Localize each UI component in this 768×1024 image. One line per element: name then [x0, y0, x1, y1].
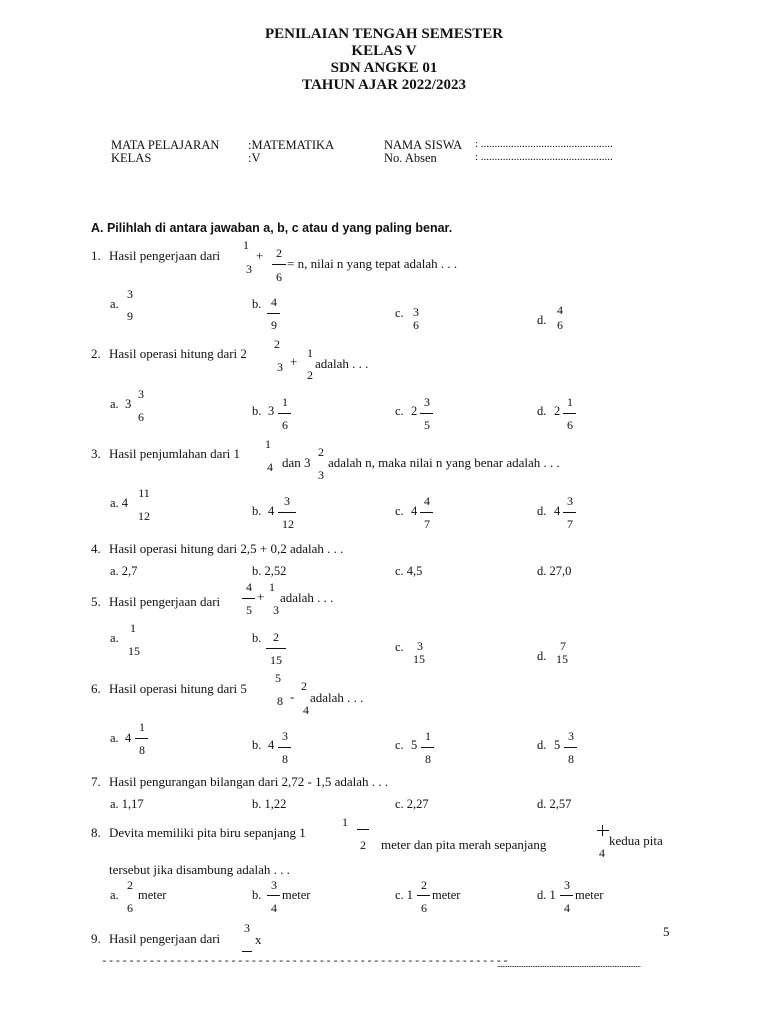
q6-option-a-label[interactable]: a. [110, 731, 119, 745]
attendance-field[interactable]: : ................................................ [475, 151, 613, 163]
header-line-1: PENILAIAN TENGAH SEMESTER [264, 26, 504, 42]
question-4-text: Hasil operasi hitung dari 2,5 + 0,2 adalah . . . [109, 541, 344, 556]
question-1-text: Hasil pengerjaan dari [109, 248, 221, 263]
q6-option-a-whole: 4 [125, 731, 132, 745]
q2-op: + [290, 354, 298, 369]
question-3-text: Hasil penjumlahan dari 1 [109, 446, 241, 461]
q5-option-a-den: 15 [128, 644, 140, 658]
header-line-4: TAHUN AJAR 2022/2023 [302, 77, 466, 93]
question-9-text: Hasil pengerjaan dari [109, 931, 221, 946]
q6-option-b-bar [278, 747, 291, 748]
q6-frac1-num: 5 [275, 671, 281, 685]
question-8-text-line-2: tersebut jika disambung adalah . . . [109, 862, 290, 877]
q6-option-a-den: 8 [139, 743, 145, 757]
q7-option-d[interactable]: d. 2,57 [537, 797, 572, 811]
q9-frac1-bar [242, 951, 252, 952]
subject-label: MATA PELAJARAN [111, 138, 220, 152]
question-7-number: 7. [91, 774, 101, 789]
q6-option-b-label[interactable]: b. [252, 738, 262, 752]
question-6-number: 6. [91, 681, 101, 696]
attendance-label: No. Absen [384, 151, 437, 165]
q6-frac2-num: 2 [301, 679, 307, 693]
student-name-field[interactable]: : ................................................ [475, 138, 613, 150]
q2-option-b-den: 6 [282, 418, 288, 432]
q6-option-b-num: 3 [282, 729, 288, 743]
q6-option-c-whole: 5 [411, 738, 418, 752]
q2-option-b-num: 1 [282, 395, 288, 409]
question-9-tail: x [255, 932, 262, 947]
question-1-tail: = n, nilai n yang tepat adalah . . . [287, 256, 458, 271]
q3-frac1-num: 1 [265, 437, 271, 451]
page-number: 5 [663, 924, 670, 939]
q8-frac2-den: 4 [599, 846, 605, 860]
q8-frac2-plus-vert [602, 825, 603, 836]
q3-option-b-num: 3 [284, 494, 290, 508]
q4-option-c[interactable]: c. 4,5 [395, 564, 423, 578]
q3-option-c-label[interactable]: c. [395, 504, 404, 518]
question-8-mid: meter dan pita merah sepanjang [381, 837, 547, 852]
q8-option-c-den: 6 [421, 901, 427, 915]
q6-option-c-label[interactable]: c. [395, 738, 404, 752]
q2-option-d-num: 1 [567, 395, 573, 409]
q3-option-b-whole: 4 [268, 504, 275, 518]
q2-option-c-bar [420, 413, 433, 414]
q8-option-a-num: 2 [127, 878, 133, 892]
section-a-instruction: A. Pilihlah di antara jawaban a, b, c atau d yang paling benar. [91, 221, 453, 235]
header-line-3: SDN ANGKE 01 [330, 60, 438, 76]
question-7-text: Hasil pengurangan bilangan dari 2,72 - 1,5 adalah . . . [109, 774, 389, 789]
q3-frac2-num: 2 [318, 445, 324, 459]
q6-option-d-label[interactable]: d. [537, 738, 547, 752]
q8-option-a-den: 6 [127, 901, 133, 915]
q5-op: + [257, 589, 265, 604]
q6-option-d-whole: 5 [554, 738, 561, 752]
q3-frac2-den: 3 [318, 468, 324, 482]
q8-option-a-label[interactable]: a. [110, 888, 119, 902]
question-5-number: 5. [91, 594, 101, 609]
q1-option-a-num: 3 [127, 287, 133, 301]
q5-frac1-bar [242, 598, 255, 599]
q2-frac2-den: 2 [307, 368, 313, 382]
q5-option-c-num: 3 [417, 639, 423, 653]
header-line-2: KELAS V [351, 43, 417, 59]
q3-option-a-label[interactable]: a. 4 [110, 496, 129, 510]
q6-option-b-whole: 4 [268, 738, 275, 752]
q1-option-b-num: 4 [271, 295, 277, 309]
q5-frac1-den: 5 [246, 603, 252, 617]
q5-option-a-num: 1 [130, 621, 136, 635]
question-3-tail: adalah n, maka nilai n yang benar adalah . . . [328, 455, 560, 470]
q1-option-a-den: 9 [127, 309, 133, 323]
q2-option-c-label[interactable]: c. [395, 404, 404, 418]
q1-option-d-den: 6 [557, 318, 563, 332]
q2-option-a-label[interactable]: a. [110, 397, 119, 411]
q2-option-d-whole: 2 [554, 404, 561, 418]
q4-option-b[interactable]: b. 2,52 [252, 564, 287, 578]
q8-option-b-num: 3 [271, 878, 277, 892]
question-8-number: 8. [91, 825, 101, 840]
student-name-label: NAMA SISWA [384, 138, 463, 152]
q4-option-a[interactable]: a. 2,7 [110, 564, 138, 578]
q8-option-d-unit: meter [575, 888, 604, 902]
question-2-tail: adalah . . . [315, 356, 369, 371]
q8-option-a-unit: meter [138, 888, 167, 902]
q5-frac2-den: 3 [273, 603, 279, 617]
q3-option-d-bar [563, 512, 576, 513]
q2-option-c-whole: 2 [411, 404, 418, 418]
q3-option-d-den: 7 [567, 517, 573, 531]
q2-option-a-whole: 3 [125, 397, 132, 411]
q3-option-d-whole: 4 [554, 504, 561, 518]
q3-op: dan 3 [282, 455, 311, 470]
question-1-number: 1. [91, 248, 101, 263]
q3-option-c-bar [420, 512, 433, 513]
q1-frac1-den: 3 [246, 262, 252, 276]
q1-frac2-bar [272, 264, 286, 265]
q3-option-c-den: 7 [424, 517, 430, 531]
q9-frac1-num: 3 [244, 921, 250, 935]
q2-option-c-den: 5 [424, 418, 430, 432]
q8-option-b-unit: meter [282, 888, 311, 902]
q2-option-c-num: 3 [424, 395, 430, 409]
q5-option-c-den: 15 [413, 652, 425, 666]
q2-option-d-den: 6 [567, 418, 573, 432]
q8-option-b-bar [267, 895, 280, 896]
q5-option-b-bar [266, 648, 286, 649]
q5-option-b-label[interactable]: b. [252, 631, 262, 645]
q2-option-b-whole: 3 [268, 404, 275, 418]
q5-option-b-num: 2 [273, 630, 279, 644]
q7-option-b[interactable]: b. 1,22 [252, 797, 287, 811]
q1-option-c-den: 6 [413, 318, 419, 332]
q8-frac1-bar [357, 829, 369, 830]
q2-option-d-bar [563, 413, 576, 414]
q6-option-d-den: 8 [568, 752, 574, 766]
question-6-tail: adalah . . . [310, 690, 364, 705]
q6-option-d-num: 3 [568, 729, 574, 743]
class-value: :V [248, 151, 261, 165]
q8-option-c-label[interactable]: c. 1 [395, 888, 414, 902]
question-9-number: 9. [91, 931, 101, 946]
q8-option-c-unit: meter [432, 888, 461, 902]
q6-option-d-bar [564, 747, 577, 748]
q1-frac1-num: 1 [243, 238, 249, 252]
question-4-number: 4. [91, 541, 101, 556]
q3-option-b-label[interactable]: b. [252, 504, 262, 518]
q2-frac2-num: 1 [307, 346, 313, 360]
question-2-text: Hasil operasi hitung dari 2 [109, 346, 247, 361]
question-8-tail: kedua pita [609, 833, 663, 848]
q3-option-c-num: 4 [424, 494, 430, 508]
q1-option-c-num: 3 [413, 305, 419, 319]
q1-option-d-label[interactable]: d. [537, 313, 547, 327]
q6-option-c-den: 8 [425, 752, 431, 766]
q5-option-b-den: 15 [270, 653, 282, 667]
q3-option-d-num: 3 [567, 494, 573, 508]
q3-option-d-label[interactable]: d. [537, 504, 547, 518]
question-5-text: Hasil pengerjaan dari [109, 594, 221, 609]
q3-option-b-den: 12 [282, 517, 294, 531]
subject-value: :MATEMATIKA [248, 138, 335, 152]
q8-option-d-bar [560, 895, 573, 896]
q3-option-b-bar [278, 512, 296, 513]
q8-option-b-label[interactable]: b. [252, 888, 262, 902]
q5-frac1-num: 4 [246, 580, 252, 594]
q8-option-c-num: 2 [421, 878, 427, 892]
q8-option-d-num: 3 [564, 878, 570, 892]
q6-option-c-bar [421, 747, 434, 748]
q6-op: - [290, 689, 295, 704]
question-3-number: 3. [91, 446, 101, 461]
q3-frac1-den: 4 [267, 460, 273, 474]
q3-option-c-whole: 4 [411, 504, 418, 518]
q2-option-d-label[interactable]: d. [537, 404, 547, 418]
q8-option-c-bar [417, 895, 430, 896]
q1-option-c-label[interactable]: c. [395, 306, 404, 320]
q4-option-d[interactable]: d. 27,0 [537, 564, 572, 578]
q8-option-d-label[interactable]: d. 1 [537, 888, 556, 902]
q2-option-a-den: 6 [138, 410, 144, 424]
q1-option-a-label[interactable]: a. [110, 297, 119, 311]
q6-option-c-num: 1 [425, 729, 431, 743]
q2-frac1-num: 2 [274, 337, 280, 351]
q5-option-d-label[interactable]: d. [537, 649, 547, 663]
class-label: KELAS [111, 151, 152, 165]
q8-option-d-den: 4 [564, 901, 570, 915]
q1-frac2-den: 6 [276, 270, 282, 284]
question-6-text: Hasil operasi hitung dari 5 [109, 681, 247, 696]
q1-frac2-num: 2 [276, 246, 282, 260]
q7-option-a[interactable]: a. 1,17 [110, 797, 144, 811]
q1-option-b-label[interactable]: b. [252, 297, 262, 311]
question-8-text: Devita memiliki pita biru sepanjang 1 [109, 825, 306, 840]
q5-option-a-label[interactable]: a. [110, 631, 119, 645]
q6-frac2-den: 4 [303, 703, 309, 717]
q7-option-c[interactable]: c. 2,27 [395, 797, 429, 811]
q8-frac1-den: 2 [360, 838, 366, 852]
q3-option-a-den: 12 [138, 509, 150, 523]
footer-dotted-line: .................................................................................. [497, 959, 641, 969]
q1-option-b-bar [267, 313, 280, 314]
q1-op: + [256, 248, 264, 263]
q5-option-c-label[interactable]: c. [395, 640, 404, 654]
q5-option-d-den: 15 [556, 652, 568, 666]
q6-option-b-den: 8 [282, 752, 288, 766]
q6-frac1-den: 8 [277, 694, 283, 708]
q1-option-d-num: 4 [557, 303, 563, 317]
q8-frac1-num: 1 [342, 815, 348, 829]
question-5-tail: adalah . . . [280, 590, 334, 605]
q1-option-b-den: 9 [271, 318, 277, 332]
q3-option-a-num: 11 [138, 486, 150, 500]
q5-frac2-num: 1 [269, 580, 275, 594]
q2-option-b-bar [278, 413, 291, 414]
q2-option-b-label[interactable]: b. [252, 404, 262, 418]
q6-option-a-num: 1 [139, 720, 145, 734]
footer-dashed-line: ------------------------------------------------------------ [101, 956, 510, 968]
q8-option-b-den: 4 [271, 901, 277, 915]
q6-option-a-bar [135, 738, 148, 739]
question-2-number: 2. [91, 346, 101, 361]
q8-frac2-bar [597, 830, 609, 831]
q2-frac1-den: 3 [277, 360, 283, 374]
q5-option-d-num: 7 [560, 639, 566, 653]
q2-option-a-num: 3 [138, 387, 144, 401]
